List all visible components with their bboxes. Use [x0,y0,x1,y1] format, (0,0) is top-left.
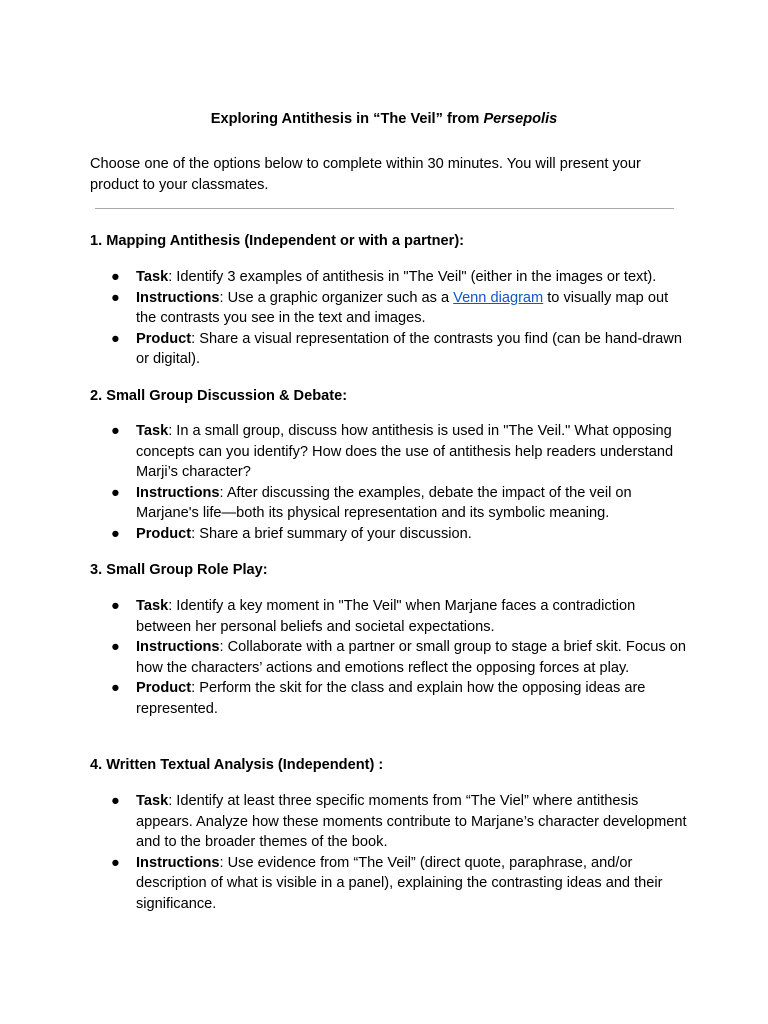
item-text: : After discussing the examples, debate the impact of the veil on Marjane's life—both its physical representation and its symbolic meaning. [136,484,632,522]
bullet-icon: ● [111,793,120,809]
item-text: : Share a brief summary of your discussion. [191,525,472,542]
item-label: Product [136,680,192,697]
item-label: Product [136,330,192,347]
list-item [90,329,690,370]
section-list-2 [90,421,690,545]
list-item [90,791,690,853]
bullet-icon: ● [111,680,120,697]
bullet-icon: ● [111,484,120,501]
bullet-icon: ● [111,289,120,306]
section-list-3 [90,596,690,720]
bullet-icon: ● [111,639,120,656]
list-item [90,596,690,637]
section-heading-3: 3. Small Group Role Play: [90,562,268,578]
item-text: : In a small group, discuss how antithesis is used in "The Veil." What opposing concepts can you identify? How does the use of antithesis help readers understand Marji’s character? [136,423,674,481]
bullet-icon: ● [111,330,120,347]
item-text: : Collaborate with a partner or small group to stage a brief skit. Focus on how the characters’ actions and emotions reflect the opposing forces at play. [136,639,686,676]
item-label: Task [136,793,169,809]
bullet-icon: ● [111,598,120,614]
item-text: : Identify at least three specific moments from “The Viel” where antithesis appears. Analyze how these moments contribute to Marjane’s character development and to the broader themes of the book. [136,793,687,851]
bullet-icon: ● [111,269,120,285]
item-text: : Use a graphic organizer such as a [219,289,454,306]
list-item [90,421,690,483]
list-item [90,678,690,719]
section-list-4 [90,791,690,915]
title-main: Exploring Antithesis in “The Veil” from [210,111,484,127]
list-item [90,267,690,288]
bullet-icon: ● [111,525,120,542]
item-text: : Share a visual representation of the contrasts you find (can be hand-drawn or digital). [136,330,682,368]
page-title [0,109,768,130]
list-item [90,483,690,524]
bullet-icon: ● [111,854,120,871]
item-label: Task [136,598,169,614]
item-label: Instructions [136,854,220,871]
list-item [90,637,690,678]
list-item [90,288,690,329]
horizontal-rule [95,208,674,209]
item-text: : Identify 3 examples of antithesis in "The Veil" (either in the images or text). [168,269,657,285]
section-heading-1: 1. Mapping Antithesis (Independent or with a partner): [90,233,465,249]
section-list-1 [90,267,690,370]
item-label: Task [136,423,169,439]
section-heading-2: 2. Small Group Discussion & Debate: [90,388,348,404]
item-text: : Use evidence from “The Veil” (direct quote, paraphrase, and/or description of what is visible in a panel), explaining the contrasting ideas and their significance. [136,854,663,912]
intro-paragraph: Choose one of the options below to complete within 30 minutes. You will present your product to your classmates. [90,156,641,193]
item-label: Instructions [136,289,220,306]
section-heading-4: 4. Written Textual Analysis (Independent) : [90,757,384,773]
title-italic: Persepolis [483,111,558,127]
venn-diagram-link[interactable]: Venn diagram [453,289,544,306]
list-item [90,853,690,915]
item-text: to visually map out the contrasts you see in the text and images. [136,289,669,327]
item-label: Task [136,269,169,285]
bullet-icon: ● [111,423,120,439]
item-label: Instructions [136,484,220,501]
item-text: : Identify a key moment in "The Veil" when Marjane faces a contradiction between her personal beliefs and societal expectations. [136,598,636,635]
item-text: : Perform the skit for the class and explain how the opposing ideas are represented. [136,680,646,717]
item-label: Product [136,525,192,542]
item-label: Instructions [136,639,220,656]
list-item [90,524,690,545]
